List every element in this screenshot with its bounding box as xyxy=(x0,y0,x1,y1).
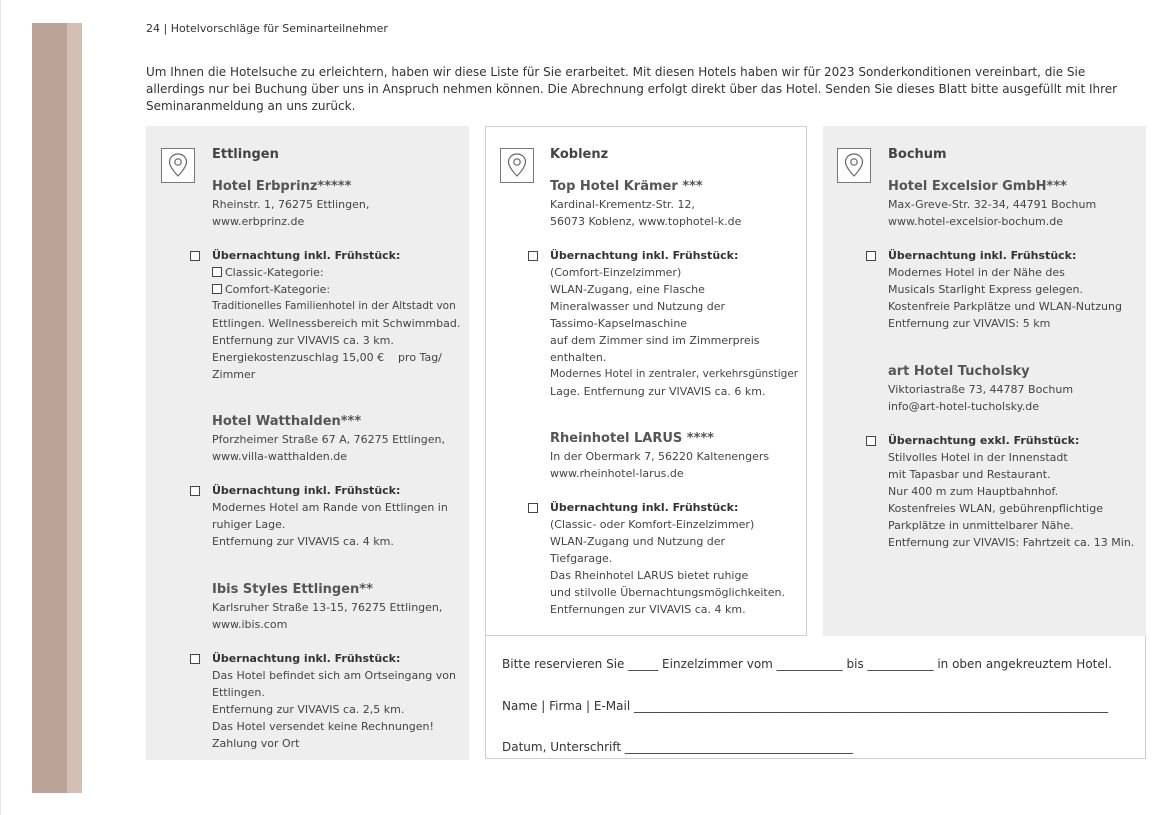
offer-text: Nur 400 m zum Hauptbahnhof. xyxy=(888,485,1059,498)
offer-text: Entfernung zur VIVAVIS ca. 2,5 km. xyxy=(212,703,405,716)
offer-block xyxy=(212,482,461,550)
offer-text: Energiekostenzuschlag 15,00 € pro Tag/ xyxy=(212,351,442,364)
hotel-name: Ibis Styles Ettlingen** xyxy=(212,582,373,597)
offer-text: Stilvolles Hotel in der Innenstadt xyxy=(888,451,1068,464)
offer-block xyxy=(888,247,1138,332)
hotel-name: art Hotel Tucholsky xyxy=(888,364,1030,379)
hotel-address: Viktoriastraße 73, 44787 Bochum xyxy=(888,383,1074,396)
offer-text: auf dem Zimmer sind im Zimmerpreis xyxy=(550,334,760,347)
offer-block xyxy=(212,247,461,383)
offer-text: Entfernung zur VIVAVIS: 5 km xyxy=(888,317,1051,330)
offer-text: Modernes Hotel in der Nähe des xyxy=(888,266,1065,279)
offer-checkbox[interactable] xyxy=(866,251,876,261)
category-option: Classic-Kategorie: xyxy=(212,264,461,281)
offer-checkbox[interactable] xyxy=(866,436,876,446)
offer-title: Übernachtung exkl. Frühstück: xyxy=(888,434,1080,447)
category-checkbox[interactable] xyxy=(212,284,222,294)
offer-title: Übernachtung inkl. Frühstück: xyxy=(212,249,401,262)
offer-text: WLAN-Zugang, eine Flasche xyxy=(550,283,705,296)
offer-checkbox[interactable] xyxy=(528,503,538,513)
offer-text: Musicals Starlight Express gelegen. xyxy=(888,283,1083,296)
offer-text: enthalten. xyxy=(550,351,607,364)
hotel-entry xyxy=(212,582,461,633)
offer-text: Das Hotel befindet sich am Ortseingang von xyxy=(212,669,456,682)
hotel-name: Hotel Excelsior GmbH*** xyxy=(888,179,1067,194)
offer-text: Das Hotel versendet keine Rechnungen! xyxy=(212,720,434,733)
offer-block xyxy=(550,499,798,618)
name-company-email-field[interactable]: Name | Firma | E-Mail _______________________________________________________________________________ xyxy=(502,699,1108,713)
location-pin-icon xyxy=(837,148,871,183)
intro-text: Um Ihnen die Hotelsuche zu erleichtern, haben wir diese Liste für Sie erarbeitet. Mit diesen Hotels haben wir für 2023 Sonderkonditionen vereinbart, die Sie allerdings nur bei Buchung über uns in Anspruch nehmen können. Die Abrechnung erfolgt direkt über das Hotel. Senden Sie dieses Blatt bitte ausgefüllt mit Ihrer Seminaranmeldung an uns zurück. xyxy=(146,65,1118,113)
location-pin-icon xyxy=(500,148,534,183)
hotel-name: Rheinhotel LARUS **** xyxy=(550,431,714,446)
offer-text: mit Tapasbar und Restaurant. xyxy=(888,468,1051,481)
offer-text: ruhiger Lage. xyxy=(212,518,286,531)
offer-text: Parkplätze in unmittelbarer Nähe. xyxy=(888,519,1074,532)
offer-text: Zimmer xyxy=(212,368,256,381)
offer-title: Übernachtung inkl. Frühstück: xyxy=(212,484,401,497)
hotel-website: www.villa-watthalden.de xyxy=(212,450,347,463)
offer-text: Entfernungen zur VIVAVIS ca. 4 km. xyxy=(550,603,746,616)
offer-text: Entfernung zur VIVAVIS ca. 3 km. xyxy=(212,334,394,347)
hotel-website: www.erbprinz.de xyxy=(212,215,305,228)
hotel-email: info@art-hotel-tucholsky.de xyxy=(888,400,1039,413)
offer-block xyxy=(888,432,1138,551)
offer-text: Traditionelles Familienhotel in der Altstadt von xyxy=(212,300,456,312)
location-pin-icon xyxy=(161,148,195,183)
offer-text: Zahlung vor Ort xyxy=(212,737,300,750)
hotel-address: Max-Greve-Str. 32-34, 44791 Bochum xyxy=(888,198,1097,211)
offer-text: Entfernung zur VIVAVIS ca. 4 km. xyxy=(212,535,394,548)
offer-block xyxy=(212,650,461,752)
hotel-website: www.rheinhotel-larus.de xyxy=(550,467,684,480)
hotel-address: Kardinal-Krementz-Str. 12, xyxy=(550,198,695,211)
offer-text: Kostenfreie Parkplätze und WLAN-Nutzung xyxy=(888,300,1122,313)
column-ettlingen xyxy=(146,126,469,760)
hotel-address: In der Obermark 7, 56220 Kaltenengers xyxy=(550,450,770,463)
offer-text: (Classic- oder Komfort-Einzelzimmer) xyxy=(550,518,755,531)
offer-block xyxy=(550,247,798,400)
hotel-address: Pforzheimer Straße 67 A, 76275 Ettlingen, xyxy=(212,433,445,446)
offer-text: Das Rheinhotel LARUS bietet ruhige xyxy=(550,569,749,582)
column-koblenz xyxy=(485,126,807,636)
column-bochum xyxy=(823,126,1146,636)
offer-text: Tiefgarage. xyxy=(550,552,613,565)
side-decoration-bar xyxy=(32,23,67,793)
hotel-entry xyxy=(888,364,1138,415)
offer-text: Kostenfreies WLAN, gebührenpflichtige xyxy=(888,502,1103,515)
offer-text: Modernes Hotel am Rande von Ettlingen in xyxy=(212,501,448,514)
date-signature-field[interactable]: Datum, Unterschrift ______________________________________ xyxy=(502,740,853,754)
offer-text: Tassimo-Kapselmaschine xyxy=(550,317,688,330)
city-heading: Koblenz xyxy=(550,147,609,162)
offer-text: Entfernung zur VIVAVIS: Fahrtzeit ca. 13 Min. xyxy=(888,536,1135,549)
offer-checkbox[interactable] xyxy=(190,251,200,261)
hotel-entry xyxy=(212,179,461,230)
offer-text: Mineralwasser und Nutzung der xyxy=(550,300,725,313)
city-heading: Ettlingen xyxy=(212,147,279,162)
offer-text: Ettlingen. xyxy=(212,686,265,699)
page-border xyxy=(0,0,1,815)
offer-text: WLAN-Zugang und Nutzung der xyxy=(550,535,726,548)
category-checkbox[interactable] xyxy=(212,267,222,277)
page-header: 24 | Hotelvorschläge für Seminarteilnehmer xyxy=(146,22,388,35)
offer-text: und stilvolle Übernachtungsmöglichkeiten. xyxy=(550,586,785,599)
reservation-request-field[interactable]: Bitte reservieren Sie _____ Einzelzimmer vom ___________ bis ___________ in oben angekreuztem Hotel. xyxy=(502,657,1112,671)
city-heading: Bochum xyxy=(888,147,947,162)
hotel-address: Rheinstr. 1, 76275 Ettlingen, xyxy=(212,198,370,211)
hotel-name: Top Hotel Krämer *** xyxy=(550,179,703,194)
offer-title: Übernachtung inkl. Frühstück: xyxy=(550,249,739,262)
hotel-entry xyxy=(550,431,798,482)
offer-title: Übernachtung inkl. Frühstück: xyxy=(550,501,739,514)
hotel-website: www.hotel-excelsior-bochum.de xyxy=(888,215,1064,228)
reservation-form xyxy=(485,636,1146,759)
offer-checkbox[interactable] xyxy=(190,486,200,496)
hotel-name: Hotel Watthalden*** xyxy=(212,414,362,429)
side-decoration-bar-light xyxy=(67,23,82,793)
offer-checkbox[interactable] xyxy=(528,251,538,261)
hotel-website: www.ibis.com xyxy=(212,618,288,631)
offer-text: Ettlingen. Wellnessbereich mit Schwimmbad. xyxy=(212,317,461,330)
offer-title: Übernachtung inkl. Frühstück: xyxy=(888,249,1077,262)
hotel-entry xyxy=(550,179,798,230)
hotel-address: Karlsruher Straße 13-15, 76275 Ettlingen, xyxy=(212,601,443,614)
hotel-address: 56073 Koblenz, www.tophotel-k.de xyxy=(550,215,742,228)
category-option: Comfort-Kategorie: xyxy=(212,281,461,298)
offer-text: (Comfort-Einzelzimmer) xyxy=(550,266,682,279)
hotel-name: Hotel Erbprinz***** xyxy=(212,179,352,194)
offer-text: Modernes Hotel in zentraler, verkehrsgünstiger xyxy=(550,368,799,380)
offer-checkbox[interactable] xyxy=(190,654,200,664)
hotel-entry xyxy=(212,414,461,465)
hotel-entry xyxy=(888,179,1138,230)
offer-title: Übernachtung inkl. Frühstück: xyxy=(212,652,401,665)
offer-text: Lage. Entfernung zur VIVAVIS ca. 6 km. xyxy=(550,385,766,398)
